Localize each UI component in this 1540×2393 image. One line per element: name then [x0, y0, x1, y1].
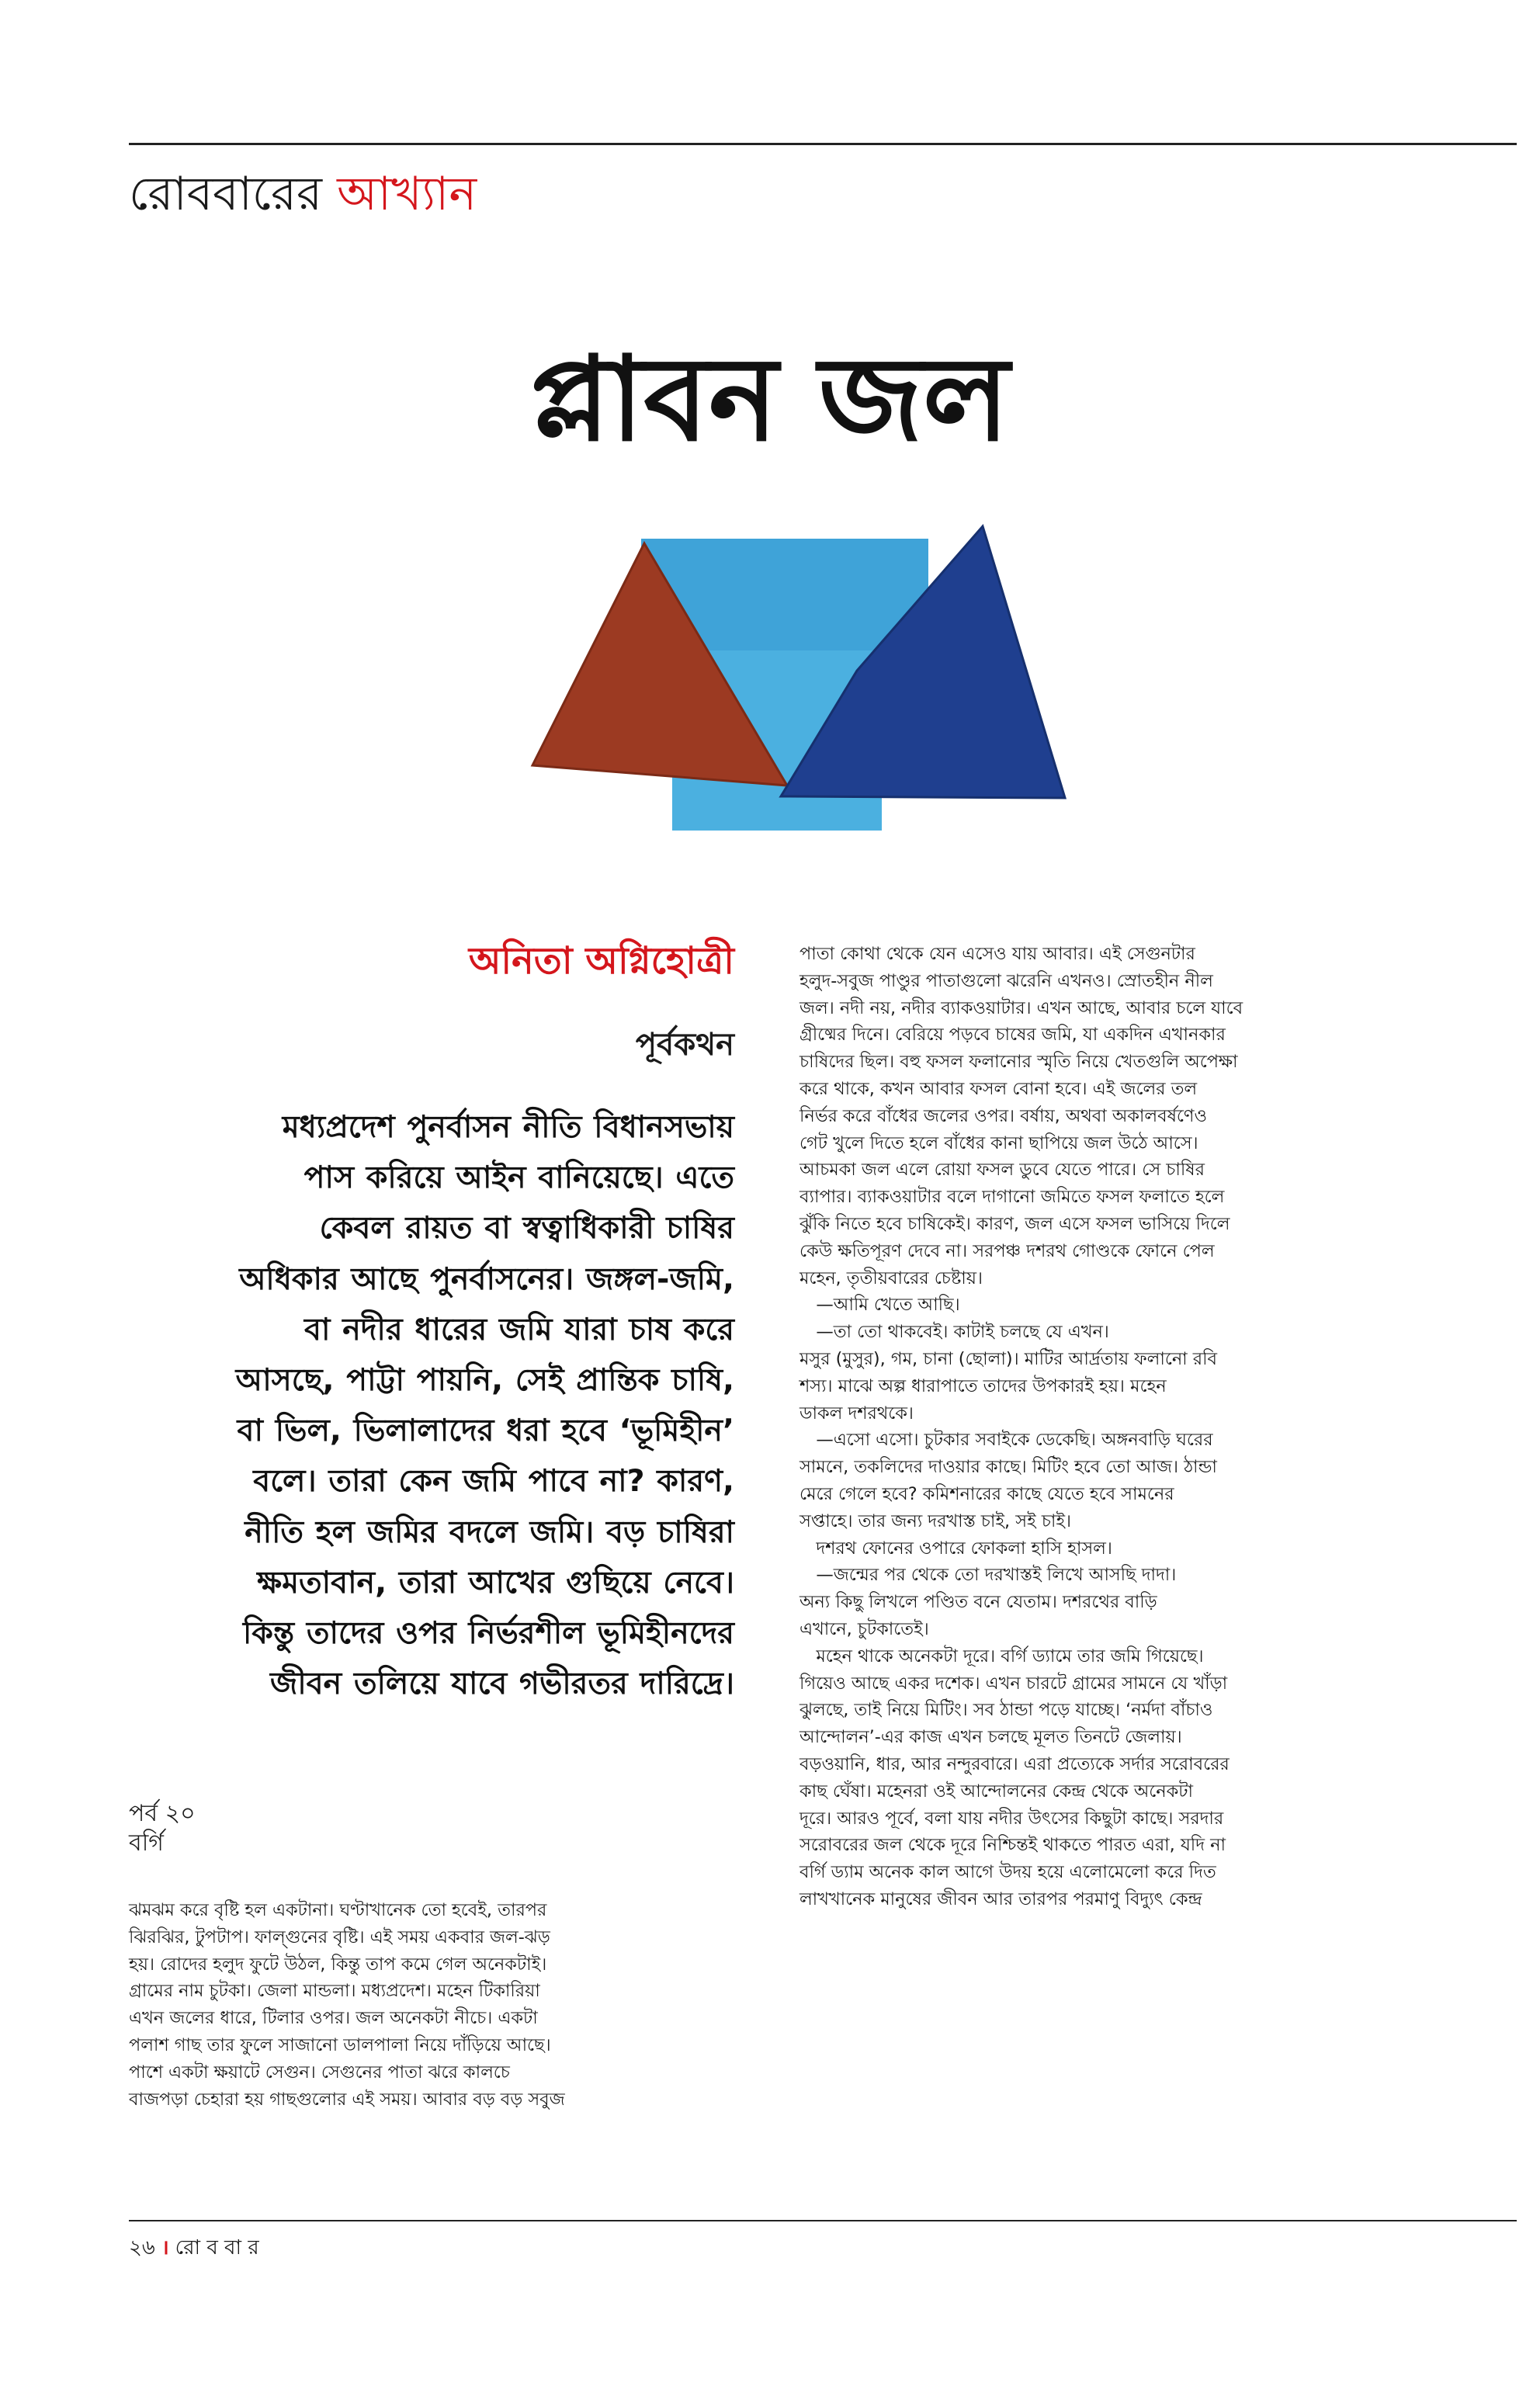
body-column-left	[129, 1897, 734, 2113]
top-rule	[129, 143, 1517, 145]
body-line: —আমি খেতে আছি।	[799, 1295, 960, 1316]
body-line: এখানে, চুটকাতেই।	[799, 1618, 929, 1639]
body-line: ডাকল দশরথকে।	[799, 1403, 914, 1424]
body-line: সামনে, তকলিদের দাওয়ার কাছে। মিটিং হবে তো আজ। ঠান্ডা	[799, 1457, 1217, 1478]
prelude-line: নীতি হল জমির বদলে জমি। বড় চাষিরা	[245, 1514, 734, 1550]
prelude-line: পাস করিয়ে আইন বানিয়েছে। এতে	[303, 1160, 734, 1196]
body-line: হলুদ-সবুজ পাণ্ডুর পাতাগুলো ঝরেনি এখনও। স্রোতহীন নীল	[799, 970, 1213, 991]
prelude-line: বলে। তারা কেন জমি পাবে না? কারণ,	[253, 1463, 734, 1500]
kicker-accent: আখ্যান	[337, 167, 477, 221]
prelude-line: অধিকার আছে পুনর্বাসনের। জঙ্গল-জমি,	[239, 1261, 734, 1297]
prelude-line: কেবল রায়ত বা স্বত্বাধিকারী চাষির	[319, 1210, 734, 1247]
body-line: গিয়েও আছে একর দশেক। এখন চারটে গ্রামের সামনে যে খাঁড়া	[799, 1673, 1228, 1694]
body-line: নির্ভর করে বাঁধের জলের ওপর। বর্ষায়, অথবা অকালবর্ষণেও	[799, 1105, 1207, 1126]
episode-name: বর্গি	[129, 1829, 164, 1857]
body-column-right	[799, 941, 1511, 1913]
prelude-line: আসছে, পাট্টা পায়নি, সেই প্রান্তিক চাষি,	[235, 1362, 734, 1399]
body-line: —তা তো থাকবেই। কাটাই চলছে যে এখন।	[799, 1322, 1109, 1343]
body-line: কেউ ক্ষতিপূরণ দেবে না। সরপঞ্চ দশরথ গোণ্ডকে ফোনে পেল	[799, 1240, 1215, 1261]
body-line: আচমকা জল এলে রোয়া ফসল ডুবে যেতে পারে। সে চাষির	[799, 1160, 1205, 1181]
prelude-line: বা ভিল, ভিলালাদের ধরা হবে ‘ভূমিহীন’	[237, 1413, 734, 1449]
body-line: শস্য। মাঝে অল্প ধারাপাতে তাদের উপকারই হয়। মহেন	[799, 1375, 1167, 1396]
body-line: ঝুঁকি নিতে হবে চাষিকেই। কারণ, জল এসে ফসল ভাসিয়ে দিলে	[799, 1213, 1230, 1234]
body-line: সপ্তাহে। তার জন্য দরখাস্ত চাই, সই চাই।	[799, 1510, 1072, 1531]
body-line: দূরে। আরও পূর্বে, বলা যায় নদীর উৎসের কিছুটা কাছে। সরদার	[799, 1808, 1224, 1829]
prelude-line: জীবন তলিয়ে যাবে গভীরতর দারিদ্রে।	[270, 1666, 734, 1702]
prelude-heading: পূর্বকথন	[635, 1027, 734, 1063]
prelude-line: ক্ষমতাবান, তারা আখের গুছিয়ে নেবে।	[257, 1564, 734, 1601]
body-line: ঝুলছে, তাই নিয়ে মিটিং। সব ঠান্ডা পড়ে যাচ্ছে। ‘নর্মদা বাঁচাও	[799, 1700, 1213, 1721]
body-line: —এসো এসো। চুটকার সবাইকে ডেকেছি। অঙ্গনবাড়ি ঘরের	[799, 1430, 1213, 1451]
body-line: ঝিরঝির, টুপটাপ। ফাল্গুনের বৃষ্টি। এই সময় একবার জল-ঝড়	[129, 1927, 550, 1947]
prelude-text	[129, 1102, 734, 1709]
body-line: বাজপড়া চেহারা হয় গাছগুলোর এই সময়। আবার বড় বড় সবুজ	[129, 2089, 565, 2110]
bottom-rule	[129, 2220, 1517, 2221]
body-line: গেট খুলে দিতে হলে বাঁধের কানা ছাপিয়ে জল উঠে আসে।	[799, 1132, 1198, 1153]
body-line: দশরথ ফোনের ওপারে ফোকলা হাসি হাসল।	[799, 1538, 1112, 1559]
episode-heading	[129, 1799, 196, 1858]
body-line: হয়। রোদের হলুদ ফুটে উঠল, কিন্তু তাপ কমে গেল অনেকটাই।	[129, 1954, 547, 1975]
body-line: মসুর (মুসুর), গম, চানা (ছোলা)। মাটির আর্দ্রতায় ফলানো রবি	[799, 1348, 1217, 1369]
publication-name: রো ব বা র	[175, 2236, 259, 2259]
page-number: ২৬	[129, 2236, 155, 2259]
body-line: লাখখানেক মানুষের জীবন আর তারপর পরমাণু বিদ্যুৎ কেন্দ্র	[799, 1888, 1202, 1909]
page-footer	[129, 2232, 259, 2263]
body-line: বড়ওয়ানি, ধার, আর নন্দুরবারে। এরা প্রত্যেকে সর্দার সরোবরের	[799, 1753, 1230, 1774]
body-line: গ্রামের নাম চুটকা। জেলা মান্ডলা। মধ্যপ্রদেশ। মহেন টিকারিয়া	[129, 1981, 540, 2002]
body-line: মহেন থাকে অনেকটা দূরে। বর্গি ড্যামে তার জমি গিয়েছে।	[799, 1646, 1204, 1666]
body-line: —জন্মের পর থেকে তো দরখাস্তই লিখে আসছি দাদা।	[799, 1565, 1177, 1586]
body-line: এখন জলের ধারে, টিলার ওপর। জল অনেকটা নীচে। একটা	[129, 2008, 538, 2029]
body-line: মহেন, তৃতীয়বারের চেষ্টায়।	[799, 1268, 983, 1288]
body-line: ঝমঝম করে বৃষ্টি হল একটানা। ঘণ্টাখানেক তো হবেই, তারপর	[129, 1900, 547, 1920]
prelude-line: মধ্যপ্রদেশ পুনর্বাসন নীতি বিধানসভায়	[282, 1109, 734, 1145]
body-line: চাষিদের ছিল। বহু ফসল ফলানোর স্মৃতি নিয়ে খেতগুলি অপেক্ষা	[799, 1052, 1238, 1073]
body-line: পাতা কোথা থেকে যেন এসেও যায় আবার। এই সেগুনটার	[799, 944, 1195, 964]
body-line: গ্রীষ্মের দিনে। বেরিয়ে পড়বে চাষের জমি, যা একদিন এখানকার	[799, 1025, 1226, 1046]
body-line: ব্যাপার। ব্যাকওয়াটার বলে দাগানো জমিতে ফসল ফলাতে হলে	[799, 1187, 1225, 1208]
footer-separator: ।	[161, 2236, 169, 2259]
body-line: করে থাকে, কখন আবার ফসল বোনা হবে। এই জলের তল	[799, 1078, 1198, 1099]
body-line: আন্দোলন’-এর কাজ এখন চলছে মূলত তিনটে জেলায়।	[799, 1727, 1182, 1748]
mountain-lake-illustration	[517, 518, 1115, 854]
episode-number: পর্ব ২০	[129, 1800, 196, 1827]
section-kicker	[129, 165, 477, 224]
body-line: অন্য কিছু লিখলে পণ্ডিত বনে যেতাম। দশরথের বাড়ি	[799, 1592, 1157, 1613]
body-line: বর্গি ড্যাম অনেক কাল আগে উদয় হয়ে এলোমেলো করে দিত	[799, 1862, 1216, 1883]
body-line: পলাশ গাছ তার ফুলে সাজানো ডালপালা নিয়ে দাঁড়িয়ে আছে।	[129, 2034, 551, 2055]
prelude-line: বা নদীর ধারের জমি যারা চাষ করে	[304, 1311, 734, 1347]
story-title: প্লাবন জল	[530, 332, 1010, 467]
body-line: সরোবরের জল থেকে দূরে নিশ্চিন্তই থাকতে পারত এরা, যদি না	[799, 1835, 1226, 1856]
author-name: অনিতা অগ্নিহোত্রী	[468, 939, 734, 983]
body-line: কাছ ঘেঁষা। মহেনরা ওই আন্দোলনের কেন্দ্র থেকে অনেকটা	[799, 1781, 1193, 1802]
kicker-prefix: রোববারের	[129, 167, 323, 221]
body-line: জল। নদী নয়, নদীর ব্যাকওয়াটার। এখন আছে, আবার চলে যাবে	[799, 997, 1243, 1018]
prelude-line: কিন্তু তাদের ওপর নির্ভরশীল ভূমিহীনদের	[242, 1615, 734, 1652]
body-line: পাশে একটা ক্ষয়াটে সেগুন। সেগুনের পাতা ঝরে কালচে	[129, 2062, 510, 2083]
body-line: মেরে গেলে হবে? কমিশনারের কাছে যেতে হবে সামনের	[799, 1483, 1174, 1504]
